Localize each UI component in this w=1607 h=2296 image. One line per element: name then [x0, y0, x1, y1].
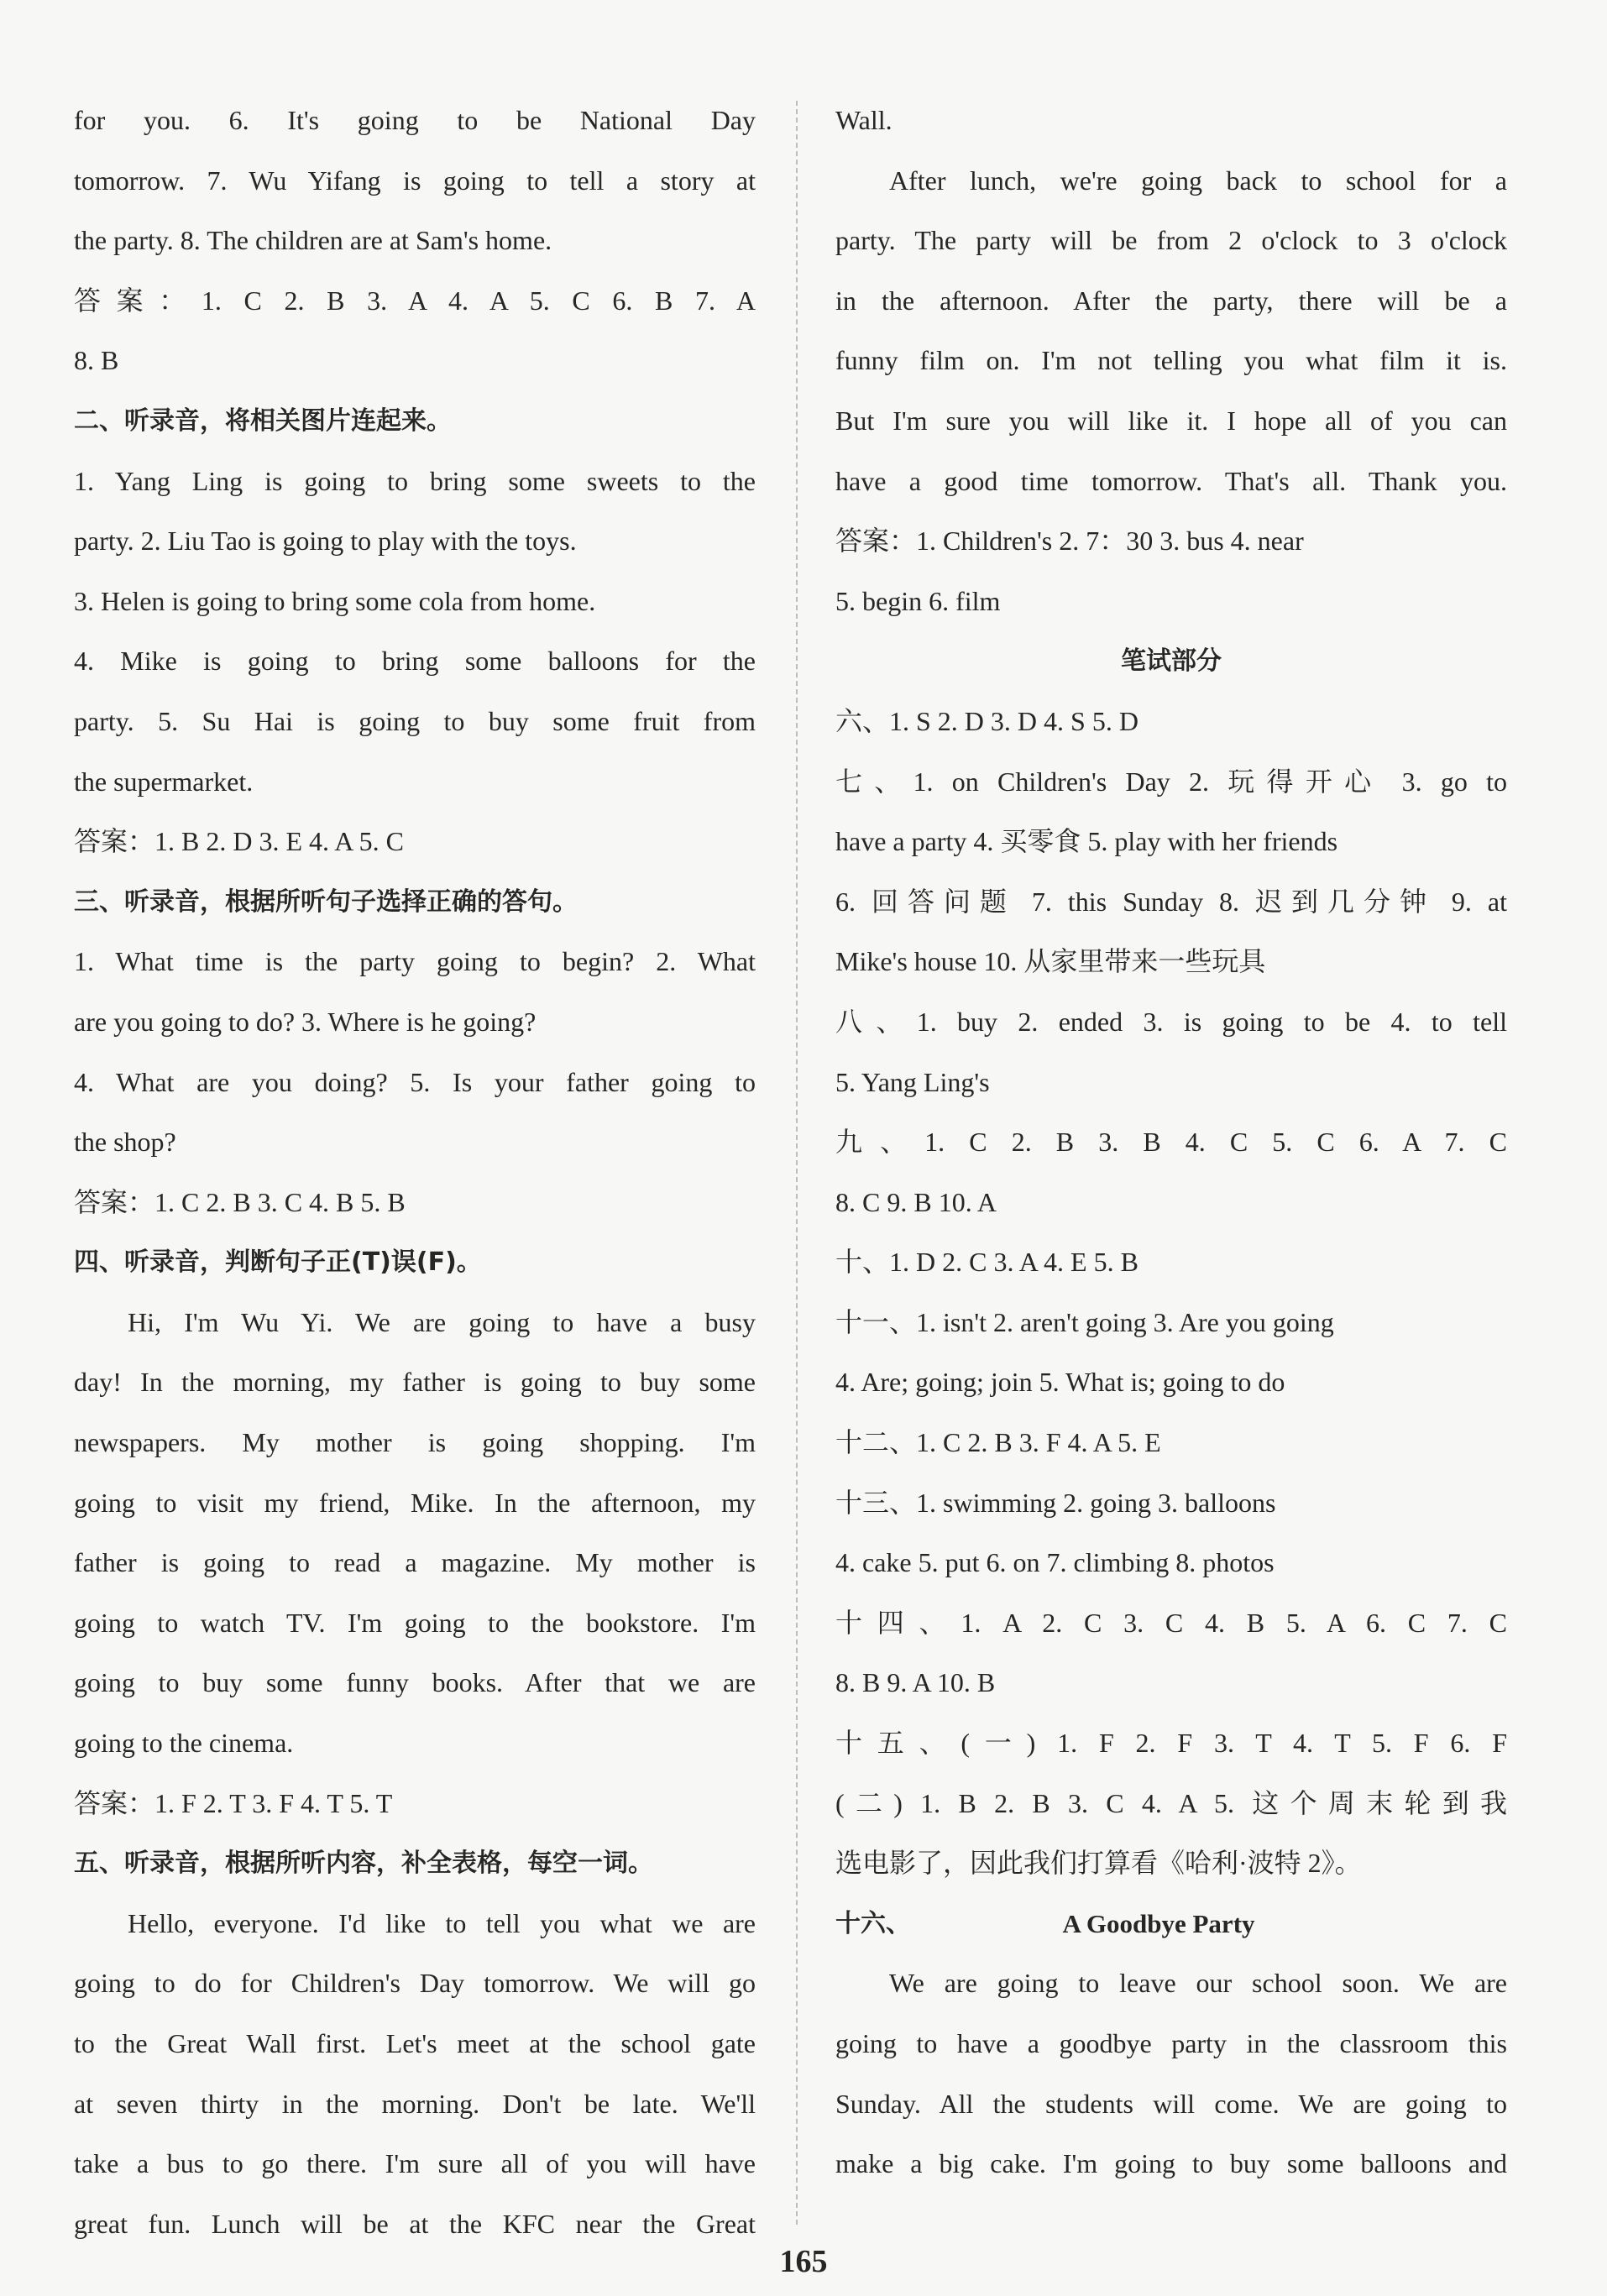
left-column-line: going to do for Children's Day tomorrow. We will go: [74, 1968, 756, 1999]
right-column-line: 4. cake 5. put 6. on 7. climbing 8. photos: [835, 1547, 1275, 1578]
left-column-line: to the Great Wall first. Let's meet at the school gate: [74, 2028, 756, 2058]
essay-title: A Goodbye Party: [1062, 1908, 1255, 1938]
right-column-line: in the afternoon. After the party, there will be a: [835, 285, 1507, 316]
right-column-line: 答案：1. Children's 2. 7：30 3. bus 4. near: [835, 526, 1304, 557]
left-column-line: 答案：1. C 2. B 3. C 4. B 5. B: [74, 1186, 406, 1217]
left-column-line: 答案：1. F 2. T 3. F 4. T 5. T: [74, 1787, 393, 1818]
left-column-line: father is going to read a magazine. My mother is: [74, 1547, 756, 1578]
essay-body: [835, 1953, 1507, 2194]
left-column-line: 三、听录音，根据所听句子选择正确的答句。: [74, 886, 578, 917]
left-column-line: Hello, everyone. I'd like to tell you what we are: [128, 1907, 756, 1938]
left-column-line: 答案：1. C 2. B 3. A 4. A 5. C 6. B 7. A: [74, 285, 756, 316]
left-column-line: at seven thirty in the morning. Don't be late. We'll: [74, 2088, 756, 2119]
right-column-line: 6. 回答问题 7. this Sunday 8. 迟到几分钟 9. at: [835, 886, 1507, 917]
right-column-line: funny film on. I'm not telling you what film it is.: [835, 345, 1507, 376]
right-column-line: After lunch, we're going back to school for a: [889, 165, 1507, 196]
left-column-line: the supermarket.: [74, 766, 254, 797]
left-column-line: going to visit my friend, Mike. In the afternoon, my: [74, 1487, 756, 1518]
essay-line: make a big cake. I'm going to buy some balloons and: [835, 2148, 1507, 2179]
left-column-line: the shop?: [74, 1127, 176, 1158]
left-column-line: 4. What are you doing? 5. Is your father going to: [74, 1066, 756, 1097]
essay-line: Sunday. All the students will come. We are going to: [835, 2088, 1507, 2119]
left-column-line: 五、听录音，根据所听内容，补全表格，每空一词。: [74, 1849, 653, 1879]
right-column-line: 5. begin 6. film: [835, 585, 1001, 616]
right-column-body: [835, 91, 1507, 1894]
left-column-line: 1. What time is the party going to begin? 2. What: [74, 946, 756, 977]
right-column-line: have a party 4. 买零食 5. play with her friends: [835, 826, 1338, 857]
left-column-line: party. 2. Liu Tao is going to play with the toys.: [74, 526, 577, 557]
right-column-line: 十五、(一) 1. F 2. F 3. T 4. T 5. F 6. F: [835, 1728, 1507, 1759]
right-column-line: 5. Yang Ling's: [835, 1066, 990, 1097]
left-column-line: great fun. Lunch will be at the KFC near the Great: [74, 2208, 756, 2239]
right-column-line: But I'm sure you will like it. I hope all of you can: [835, 405, 1507, 436]
right-column-line: 4. Are; going; join 5. What is; going to do: [835, 1367, 1285, 1398]
right-column-line: 十、1. D 2. C 3. A 4. E 5. B: [835, 1247, 1139, 1278]
left-column: [74, 91, 756, 2254]
right-column-line: 选电影了，因此我们打算看《哈利·波特 2》。: [835, 1848, 1362, 1879]
left-column-line: 4. Mike is going to bring some balloons for the: [74, 646, 756, 677]
left-column-line: Hi, I'm Wu Yi. We are going to have a busy: [128, 1306, 756, 1337]
left-column-line: going to the cinema.: [74, 1728, 294, 1759]
right-column-line: 十二、1. C 2. B 3. F 4. A 5. E: [835, 1427, 1161, 1458]
right-column-line: 8. B 9. A 10. B: [835, 1667, 996, 1698]
left-column-line: going to watch TV. I'm going to the bookstore. I'm: [74, 1607, 756, 1638]
right-column-line: 九、1. C 2. B 3. B 4. C 5. C 6. A 7. C: [835, 1127, 1507, 1158]
right-column-line: Wall.: [835, 105, 892, 135]
left-column-line: 二、听录音，将相关图片连起来。: [74, 405, 452, 436]
page-number: 165: [779, 2244, 828, 2279]
section-sixteen-header: [835, 1894, 1507, 1954]
left-column-line: tomorrow. 7. Wu Yifang is going to tell a story at: [74, 165, 756, 196]
section-sixteen-label: 十六、: [835, 1908, 911, 1938]
left-column-line: newspapers. My mother is going shopping. I'm: [74, 1427, 756, 1458]
right-column-line: 六、1. S 2. D 3. D 4. S 5. D: [835, 705, 1139, 736]
left-column-line: party. 5. Su Hai is going to buy some fruit from: [74, 705, 756, 736]
left-column-line: 1. Yang Ling is going to bring some sweets to the: [74, 465, 756, 496]
left-column-line: 3. Helen is going to bring some cola from home.: [74, 585, 596, 616]
left-column-line: 四、听录音，判断句子正(T)误(F)。: [74, 1247, 482, 1278]
right-column-line: have a good time tomorrow. That's all. Thank you.: [835, 465, 1507, 496]
right-column: [835, 91, 1507, 2194]
right-column-line: 十四、1. A 2. C 3. C 4. B 5. A 6. C 7. C: [835, 1607, 1507, 1638]
right-column-line: Mike's house 10. 从家里带来一些玩具: [835, 946, 1266, 977]
left-column-line: 8. B: [74, 345, 119, 376]
right-column-line: party. The party will be from 2 o'clock to 3 o'clock: [835, 225, 1507, 256]
left-column-line: are you going to do? 3. Where is he going?: [74, 1006, 537, 1037]
left-column-line: for you. 6. It's going to be National Day: [74, 105, 756, 135]
right-column-line: 十一、1. isn't 2. aren't going 3. Are you going: [835, 1306, 1334, 1337]
left-column-line: the party. 8. The children are at Sam's home.: [74, 225, 552, 256]
left-column-line: day! In the morning, my father is going to buy some: [74, 1367, 756, 1398]
column-divider: [796, 101, 798, 2225]
right-column-line: 十三、1. swimming 2. going 3. balloons: [835, 1487, 1276, 1518]
right-column-line: (二) 1. B 2. B 3. C 4. A 5. 这个周末轮到我: [835, 1787, 1507, 1818]
left-column-line: take a bus to go there. I'm sure all of you will have: [74, 2148, 756, 2179]
right-column-line: 七、1. on Children's Day 2. 玩得开心 3. go to: [835, 766, 1507, 797]
essay-line: We are going to leave our school soon. We are: [889, 1968, 1507, 1999]
right-column-line: 八、1. buy 2. ended 3. is going to be 4. to tell: [835, 1006, 1507, 1037]
right-column-line: 8. C 9. B 10. A: [835, 1186, 997, 1217]
essay-line: going to have a goodbye party in the classroom this: [835, 2028, 1507, 2058]
right-column-line: 笔试部分: [1121, 646, 1222, 677]
left-column-line: 答案：1. B 2. D 3. E 4. A 5. C: [74, 826, 404, 857]
left-column-line: going to buy some funny books. After that we are: [74, 1667, 756, 1698]
